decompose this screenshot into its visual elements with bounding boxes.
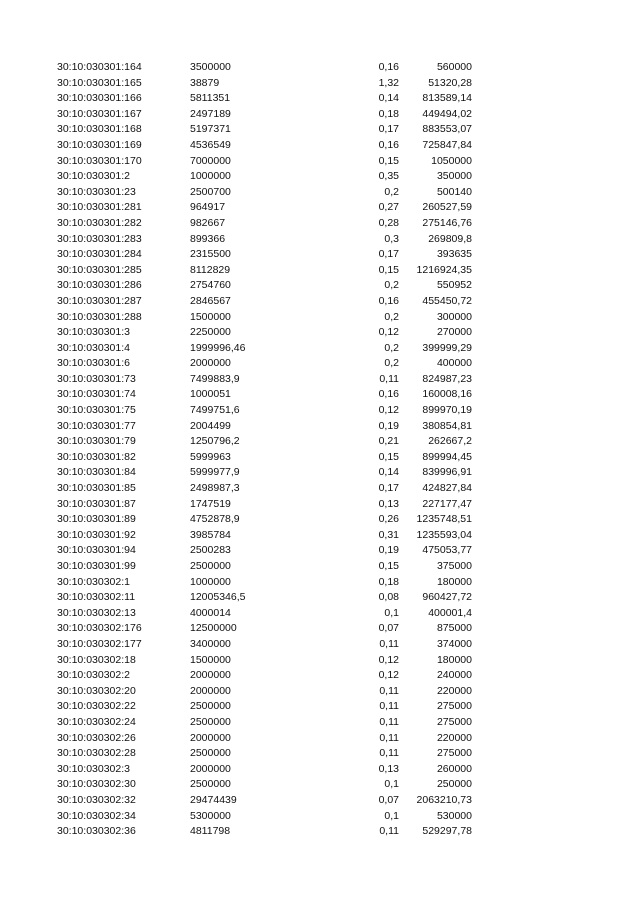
rate-cell: 0,1 <box>384 778 399 791</box>
value-cell: 1500000 <box>190 653 231 666</box>
total-cell: 269809,8 <box>428 232 472 245</box>
table-row <box>57 138 477 154</box>
rate-cell: 0,2 <box>384 185 399 198</box>
table-row <box>57 278 477 294</box>
cadastral-number-cell: 30:10:030302:18 <box>57 653 136 666</box>
total-cell: 400000 <box>436 357 472 370</box>
rate-cell: 0,17 <box>378 123 399 136</box>
value-cell: 1000000 <box>190 575 231 588</box>
table-row <box>57 434 477 450</box>
cadastral-number-cell: 30:10:030301:285 <box>57 263 142 276</box>
total-cell: 424827,84 <box>422 482 472 495</box>
rate-cell: 0,12 <box>378 404 399 417</box>
value-cell: 2000000 <box>190 762 231 775</box>
table-row <box>57 762 477 778</box>
rate-cell: 0,12 <box>378 326 399 339</box>
table-row <box>57 263 477 279</box>
rate-cell: 0,21 <box>378 435 399 448</box>
value-cell: 1000000 <box>190 170 231 183</box>
value-cell: 5300000 <box>190 809 231 822</box>
table-row <box>57 481 477 497</box>
value-cell: 899366 <box>190 232 226 245</box>
total-cell: 393635 <box>436 248 472 261</box>
total-cell: 260527,59 <box>422 201 472 214</box>
rate-cell: 0,15 <box>378 263 399 276</box>
cadastral-number-cell: 30:10:030302:13 <box>57 606 136 619</box>
cadastral-number-cell: 30:10:030302:20 <box>57 684 136 697</box>
total-cell: 455450,72 <box>422 294 472 307</box>
rate-cell: 0,12 <box>378 669 399 682</box>
rate-cell: 0,11 <box>379 684 399 697</box>
table-row <box>57 668 477 684</box>
cadastral-number-cell: 30:10:030301:4 <box>57 341 130 354</box>
table-row <box>57 731 477 747</box>
total-cell: 240000 <box>436 669 472 682</box>
table-row <box>57 497 477 513</box>
cadastral-number-cell: 30:10:030302:36 <box>57 825 136 838</box>
value-cell: 4000014 <box>190 606 231 619</box>
table-row <box>57 310 477 326</box>
total-cell: 2063210,73 <box>416 793 472 806</box>
table-row <box>57 746 477 762</box>
rate-cell: 0,19 <box>378 544 399 557</box>
cadastral-number-cell: 30:10:030302:177 <box>57 637 142 650</box>
total-cell: 449494,02 <box>422 107 472 120</box>
cadastral-number-cell: 30:10:030301:284 <box>57 248 142 261</box>
rate-cell: 0,2 <box>384 357 399 370</box>
cadastral-number-cell: 30:10:030302:34 <box>57 809 136 822</box>
total-cell: 160008,16 <box>422 388 472 401</box>
table-row <box>57 60 477 76</box>
rate-cell: 0,08 <box>378 591 399 604</box>
cadastral-number-cell: 30:10:030301:23 <box>57 185 136 198</box>
cadastral-number-cell: 30:10:030301:94 <box>57 544 136 557</box>
rate-cell: 0,16 <box>378 388 399 401</box>
table-row <box>57 325 477 341</box>
cadastral-number-cell: 30:10:030301:75 <box>57 404 136 417</box>
table-row <box>57 715 477 731</box>
total-cell: 180000 <box>436 653 472 666</box>
value-cell: 2000000 <box>190 669 231 682</box>
rate-cell: 0,31 <box>378 528 399 541</box>
value-cell: 7000000 <box>190 154 231 167</box>
total-cell: 1235593,04 <box>416 528 472 541</box>
total-cell: 1235748,51 <box>416 513 472 526</box>
cadastral-number-cell: 30:10:030302:11 <box>57 591 136 604</box>
cadastral-number-cell: 30:10:030301:79 <box>57 435 136 448</box>
cadastral-number-cell: 30:10:030301:286 <box>57 279 142 292</box>
table-row <box>57 200 477 216</box>
table-row <box>57 247 477 263</box>
value-cell: 4536549 <box>190 138 231 151</box>
rate-cell: 0,15 <box>378 154 399 167</box>
value-cell: 2004499 <box>190 419 231 432</box>
total-cell: 180000 <box>436 575 472 588</box>
value-cell: 2000000 <box>190 357 231 370</box>
cadastral-number-cell: 30:10:030301:99 <box>57 560 136 572</box>
value-cell: 5999977,9 <box>190 466 240 479</box>
table-row <box>57 341 477 357</box>
table-row <box>57 107 477 123</box>
cadastral-number-cell: 30:10:030301:73 <box>57 372 136 385</box>
total-cell: 530000 <box>436 809 472 822</box>
total-cell: 560000 <box>436 61 472 73</box>
total-cell: 875000 <box>436 622 472 635</box>
value-cell: 1999996,46 <box>190 341 246 354</box>
data-table <box>57 60 477 840</box>
table-row <box>57 575 477 591</box>
table-row <box>57 91 477 107</box>
cadastral-number-cell: 30:10:030302:3 <box>57 762 130 775</box>
cadastral-number-cell: 30:10:030301:165 <box>57 76 142 89</box>
total-cell: 262667,2 <box>428 435 472 448</box>
value-cell: 3985784 <box>190 528 231 541</box>
value-cell: 2000000 <box>190 684 231 697</box>
value-cell: 5999963 <box>190 450 231 463</box>
total-cell: 824987,23 <box>422 372 472 385</box>
total-cell: 960427,72 <box>422 591 472 604</box>
total-cell: 813589,14 <box>422 92 472 105</box>
cadastral-number-cell: 30:10:030302:2 <box>57 669 130 682</box>
total-cell: 220000 <box>436 684 472 697</box>
rate-cell: 0,11 <box>379 715 399 728</box>
rate-cell: 0,11 <box>379 747 399 760</box>
total-cell: 250000 <box>436 778 472 791</box>
table-row <box>57 154 477 170</box>
total-cell: 1050000 <box>431 154 472 167</box>
cadastral-number-cell: 30:10:030302:1 <box>57 575 130 588</box>
rate-cell: 0,26 <box>378 513 399 526</box>
cadastral-number-cell: 30:10:030302:24 <box>57 715 136 728</box>
value-cell: 964917 <box>190 201 226 214</box>
value-cell: 2250000 <box>190 326 231 339</box>
value-cell: 2500700 <box>190 185 231 198</box>
value-cell: 3400000 <box>190 637 231 650</box>
value-cell: 1000051 <box>190 388 231 401</box>
table-row <box>57 216 477 232</box>
cadastral-number-cell: 30:10:030301:82 <box>57 450 136 463</box>
rate-cell: 0,18 <box>378 575 399 588</box>
cadastral-number-cell: 30:10:030301:282 <box>57 216 142 229</box>
rate-cell: 0,2 <box>384 279 399 292</box>
table-row <box>57 621 477 637</box>
cadastral-number-cell: 30:10:030302:32 <box>57 793 136 806</box>
total-cell: 839996,91 <box>422 466 472 479</box>
rate-cell: 0,13 <box>378 762 399 775</box>
value-cell: 2500000 <box>190 778 231 791</box>
cadastral-number-cell: 30:10:030301:2 <box>57 170 130 183</box>
table-row <box>57 232 477 248</box>
table-row <box>57 185 477 201</box>
total-cell: 380854,81 <box>422 419 472 432</box>
rate-cell: 0,12 <box>378 653 399 666</box>
rate-cell: 0,28 <box>378 216 399 229</box>
cadastral-number-cell: 30:10:030301:92 <box>57 528 136 541</box>
rate-cell: 0,2 <box>384 310 399 323</box>
value-cell: 2498987,3 <box>190 482 240 495</box>
value-cell: 5197371 <box>190 123 231 136</box>
total-cell: 1216924,35 <box>416 263 472 276</box>
rate-cell: 0,19 <box>378 419 399 432</box>
cadastral-number-cell: 30:10:030301:6 <box>57 357 130 370</box>
total-cell: 374000 <box>436 637 472 650</box>
value-cell: 2500000 <box>190 715 231 728</box>
value-cell: 12500000 <box>190 622 237 635</box>
cadastral-number-cell: 30:10:030302:30 <box>57 778 136 791</box>
total-cell: 51320,28 <box>428 76 472 89</box>
total-cell: 899994,45 <box>422 450 472 463</box>
total-cell: 883553,07 <box>422 123 472 136</box>
table-row <box>57 809 477 825</box>
cadastral-number-cell: 30:10:030302:26 <box>57 731 136 744</box>
total-cell: 475053,77 <box>422 544 472 557</box>
total-cell: 260000 <box>436 762 472 775</box>
total-cell: 725847,84 <box>422 138 472 151</box>
table-row <box>57 543 477 559</box>
rate-cell: 0,18 <box>378 107 399 120</box>
rate-cell: 0,07 <box>378 793 399 806</box>
total-cell: 899970,19 <box>422 404 472 417</box>
cadastral-number-cell: 30:10:030301:170 <box>57 154 142 167</box>
value-cell: 2000000 <box>190 731 231 744</box>
rate-cell: 0,3 <box>384 232 399 245</box>
rate-cell: 0,35 <box>378 170 399 183</box>
cadastral-number-cell: 30:10:030302:176 <box>57 622 142 635</box>
table-row <box>57 356 477 372</box>
table-row <box>57 559 477 575</box>
rate-cell: 0,17 <box>378 482 399 495</box>
rate-cell: 0,14 <box>378 92 399 105</box>
cadastral-number-cell: 30:10:030301:283 <box>57 232 142 245</box>
cadastral-number-cell: 30:10:030301:77 <box>57 419 136 432</box>
rate-cell: 0,16 <box>378 138 399 151</box>
total-cell: 399999,29 <box>422 341 472 354</box>
table-row <box>57 637 477 653</box>
cadastral-number-cell: 30:10:030301:287 <box>57 294 142 307</box>
table-row <box>57 419 477 435</box>
value-cell: 8112829 <box>190 263 231 276</box>
value-cell: 2315500 <box>190 248 231 261</box>
table-row <box>57 450 477 466</box>
total-cell: 529297,78 <box>422 825 472 838</box>
rate-cell: 0,07 <box>378 622 399 635</box>
cadastral-number-cell: 30:10:030301:281 <box>57 201 142 214</box>
cadastral-number-cell: 30:10:030301:84 <box>57 466 136 479</box>
table-row <box>57 169 477 185</box>
cadastral-number-cell: 30:10:030301:74 <box>57 388 136 401</box>
table-row <box>57 465 477 481</box>
table-row <box>57 294 477 310</box>
value-cell: 1747519 <box>190 497 231 510</box>
value-cell: 7499883,9 <box>190 372 240 385</box>
rate-cell: 0,2 <box>384 341 399 354</box>
value-cell: 1250796,2 <box>190 435 240 448</box>
value-cell: 1500000 <box>190 310 231 323</box>
cadastral-number-cell: 30:10:030301:166 <box>57 92 142 105</box>
cadastral-number-cell: 30:10:030301:3 <box>57 326 130 339</box>
table-row <box>57 372 477 388</box>
rate-cell: 0,17 <box>378 248 399 261</box>
table-row <box>57 122 477 138</box>
table-row <box>57 653 477 669</box>
cadastral-number-cell: 30:10:030301:89 <box>57 513 136 526</box>
value-cell: 5811351 <box>190 92 231 105</box>
rate-cell: 0,27 <box>378 201 399 214</box>
value-cell: 12005346,5 <box>190 591 246 604</box>
table-row <box>57 606 477 622</box>
total-cell: 275000 <box>436 715 472 728</box>
value-cell: 7499751,6 <box>190 404 240 417</box>
table-row <box>57 528 477 544</box>
rate-cell: 0,14 <box>378 466 399 479</box>
table-row <box>57 590 477 606</box>
rate-cell: 0,11 <box>379 825 399 838</box>
total-cell: 500140 <box>436 185 472 198</box>
value-cell: 38879 <box>190 76 220 89</box>
rate-cell: 0,11 <box>379 700 399 713</box>
value-cell: 2754760 <box>190 279 231 292</box>
total-cell: 400001,4 <box>428 606 472 619</box>
total-cell: 220000 <box>436 731 472 744</box>
total-cell: 275146,76 <box>422 216 472 229</box>
total-cell: 300000 <box>436 310 472 323</box>
total-cell: 270000 <box>436 326 472 339</box>
cadastral-number-cell: 30:10:030302:22 <box>57 700 136 713</box>
rate-cell: 1,32 <box>378 76 399 89</box>
total-cell: 550952 <box>436 279 472 292</box>
total-cell: 275000 <box>436 700 472 713</box>
value-cell: 2497189 <box>190 107 231 120</box>
value-cell: 2500000 <box>190 747 231 760</box>
rate-cell: 0,11 <box>379 637 399 650</box>
cadastral-number-cell: 30:10:030301:87 <box>57 497 136 510</box>
cadastral-number-cell: 30:10:030302:28 <box>57 747 136 760</box>
value-cell: 2846567 <box>190 294 231 307</box>
table-row <box>57 699 477 715</box>
cadastral-number-cell: 30:10:030301:288 <box>57 310 142 323</box>
table-row <box>57 777 477 793</box>
rate-cell: 0,15 <box>378 560 399 572</box>
table-row <box>57 793 477 809</box>
total-cell: 275000 <box>436 747 472 760</box>
value-cell: 2500000 <box>190 700 231 713</box>
value-cell: 4811798 <box>190 825 231 838</box>
cadastral-number-cell: 30:10:030301:168 <box>57 123 142 136</box>
cadastral-number-cell: 30:10:030301:167 <box>57 107 142 120</box>
rate-cell: 0,15 <box>378 450 399 463</box>
total-cell: 350000 <box>436 170 472 183</box>
rate-cell: 0,13 <box>378 497 399 510</box>
value-cell: 29474439 <box>190 793 237 806</box>
cadastral-number-cell: 30:10:030301:169 <box>57 138 142 151</box>
rate-cell: 0,11 <box>379 372 399 385</box>
total-cell: 375000 <box>436 560 472 572</box>
rate-cell: 0,16 <box>378 61 399 73</box>
cadastral-number-cell: 30:10:030301:164 <box>57 61 142 73</box>
table-row <box>57 76 477 92</box>
rate-cell: 0,16 <box>378 294 399 307</box>
value-cell: 4752878,9 <box>190 513 240 526</box>
table-row <box>57 387 477 403</box>
value-cell: 3500000 <box>190 61 231 73</box>
value-cell: 2500000 <box>190 560 231 572</box>
table-row <box>57 512 477 528</box>
rate-cell: 0,1 <box>384 606 399 619</box>
cadastral-number-cell: 30:10:030301:85 <box>57 482 136 495</box>
value-cell: 982667 <box>190 216 226 229</box>
total-cell: 227177,47 <box>422 497 472 510</box>
table-row <box>57 403 477 419</box>
rate-cell: 0,1 <box>384 809 399 822</box>
table-row <box>57 684 477 700</box>
table-row <box>57 824 477 840</box>
value-cell: 2500283 <box>190 544 231 557</box>
rate-cell: 0,11 <box>379 731 399 744</box>
